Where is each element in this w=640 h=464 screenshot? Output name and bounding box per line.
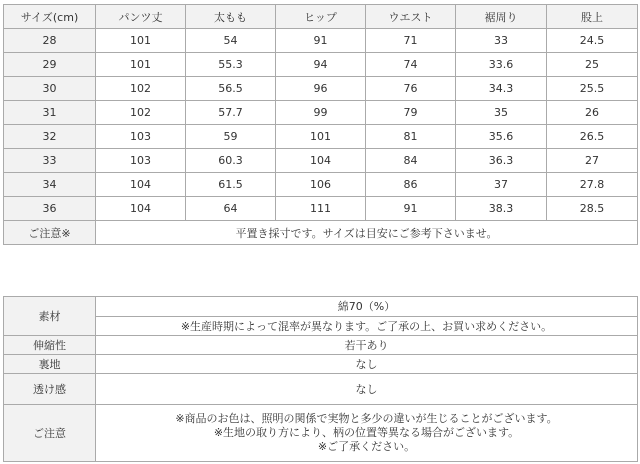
measurement-cell: 33.6	[456, 53, 547, 77]
measurement-cell: 94	[276, 53, 366, 77]
lining-label: 裏地	[4, 355, 96, 374]
measurement-cell: 96	[276, 77, 366, 101]
measurement-cell: 64	[186, 197, 276, 221]
material-table	[3, 296, 638, 462]
measurement-cell: 99	[276, 101, 366, 125]
note-label: ご注意※	[4, 221, 96, 245]
lining-row	[4, 355, 638, 374]
column-header: 太もも	[186, 5, 276, 29]
caution-row	[4, 405, 638, 462]
measurement-cell: 104	[276, 149, 366, 173]
caution-text	[96, 405, 638, 462]
measurement-cell: 24.5	[547, 29, 638, 53]
measurement-cell: 102	[96, 77, 186, 101]
caution-line: ※生地の取り方により、柄の位置等異なる場合がございます。	[213, 426, 520, 439]
measurement-cell: 35.6	[456, 125, 547, 149]
size-cell: 28	[4, 29, 96, 53]
caution-line: ※ご了承ください。	[317, 440, 416, 453]
measurement-cell: 104	[96, 173, 186, 197]
column-header: 裾周り	[456, 5, 547, 29]
measurement-cell: 104	[96, 197, 186, 221]
measurement-cell: 55.3	[186, 53, 276, 77]
measurement-cell: 61.5	[186, 173, 276, 197]
table-row	[4, 53, 638, 77]
size-cell: 34	[4, 173, 96, 197]
measurement-cell: 25.5	[547, 77, 638, 101]
material-value: 綿70（%）	[96, 297, 638, 317]
measurement-cell: 37	[456, 173, 547, 197]
measurement-cell: 38.3	[456, 197, 547, 221]
material-note-row	[4, 316, 638, 336]
measurement-cell: 101	[96, 29, 186, 53]
measurement-cell: 71	[366, 29, 456, 53]
measurement-cell: 74	[366, 53, 456, 77]
stretch-row	[4, 336, 638, 355]
sheer-row	[4, 374, 638, 405]
size-table-body	[4, 5, 638, 245]
table-row	[4, 77, 638, 101]
measurement-cell: 76	[366, 77, 456, 101]
table-row	[4, 29, 638, 53]
measurement-cell: 25	[547, 53, 638, 77]
measurement-cell: 103	[96, 149, 186, 173]
measurement-cell: 27.8	[547, 173, 638, 197]
measurement-cell: 103	[96, 125, 186, 149]
measurement-cell: 26	[547, 101, 638, 125]
column-header: パンツ丈	[96, 5, 186, 29]
size-cell: 29	[4, 53, 96, 77]
measurement-cell: 57.7	[186, 101, 276, 125]
column-header: 股上	[547, 5, 638, 29]
caution-line: ※商品のお色は、照明の関係で実物と多少の違いが生じることがございます。	[175, 412, 558, 425]
size-cell: 36	[4, 197, 96, 221]
size-table	[3, 4, 638, 245]
measurement-cell: 59	[186, 125, 276, 149]
size-header-row	[4, 5, 638, 29]
measurement-cell: 28.5	[547, 197, 638, 221]
measurement-cell: 26.5	[547, 125, 638, 149]
measurement-cell: 102	[96, 101, 186, 125]
size-cell: 30	[4, 77, 96, 101]
measurement-cell: 84	[366, 149, 456, 173]
measurement-cell: 91	[276, 29, 366, 53]
note-text: 平置き採寸です。サイズは目安にご参考下さいませ。	[96, 221, 638, 245]
measurement-cell: 33	[456, 29, 547, 53]
table-row	[4, 125, 638, 149]
stretch-label: 伸縮性	[4, 336, 96, 355]
measurement-cell: 101	[96, 53, 186, 77]
measurement-cell: 106	[276, 173, 366, 197]
sheer-label: 透け感	[4, 374, 96, 405]
measurement-cell: 56.5	[186, 77, 276, 101]
measurement-cell: 79	[366, 101, 456, 125]
size-cell: 32	[4, 125, 96, 149]
caution-label: ご注意	[4, 405, 96, 462]
note-row	[4, 221, 638, 245]
measurement-cell: 36.3	[456, 149, 547, 173]
material-note: ※生産時期によって混率が異なります。ご了承の上、お買い求めください。	[96, 316, 638, 336]
measurement-cell: 86	[366, 173, 456, 197]
table-row	[4, 173, 638, 197]
size-cell: 31	[4, 101, 96, 125]
measurement-cell: 81	[366, 125, 456, 149]
stretch-value: 若干あり	[96, 336, 638, 355]
measurement-cell: 35	[456, 101, 547, 125]
measurement-cell: 111	[276, 197, 366, 221]
lining-value: なし	[96, 355, 638, 374]
material-row	[4, 297, 638, 317]
measurement-cell: 101	[276, 125, 366, 149]
sheer-value: なし	[96, 374, 638, 405]
table-row	[4, 149, 638, 173]
column-header: ウエスト	[366, 5, 456, 29]
column-header: サイズ(cm)	[4, 5, 96, 29]
table-row	[4, 101, 638, 125]
column-header: ヒップ	[276, 5, 366, 29]
table-row	[4, 197, 638, 221]
measurement-cell: 27	[547, 149, 638, 173]
measurement-cell: 60.3	[186, 149, 276, 173]
measurement-cell: 34.3	[456, 77, 547, 101]
measurement-cell: 91	[366, 197, 456, 221]
measurement-cell: 54	[186, 29, 276, 53]
material-label: 素材	[4, 297, 96, 336]
size-cell: 33	[4, 149, 96, 173]
